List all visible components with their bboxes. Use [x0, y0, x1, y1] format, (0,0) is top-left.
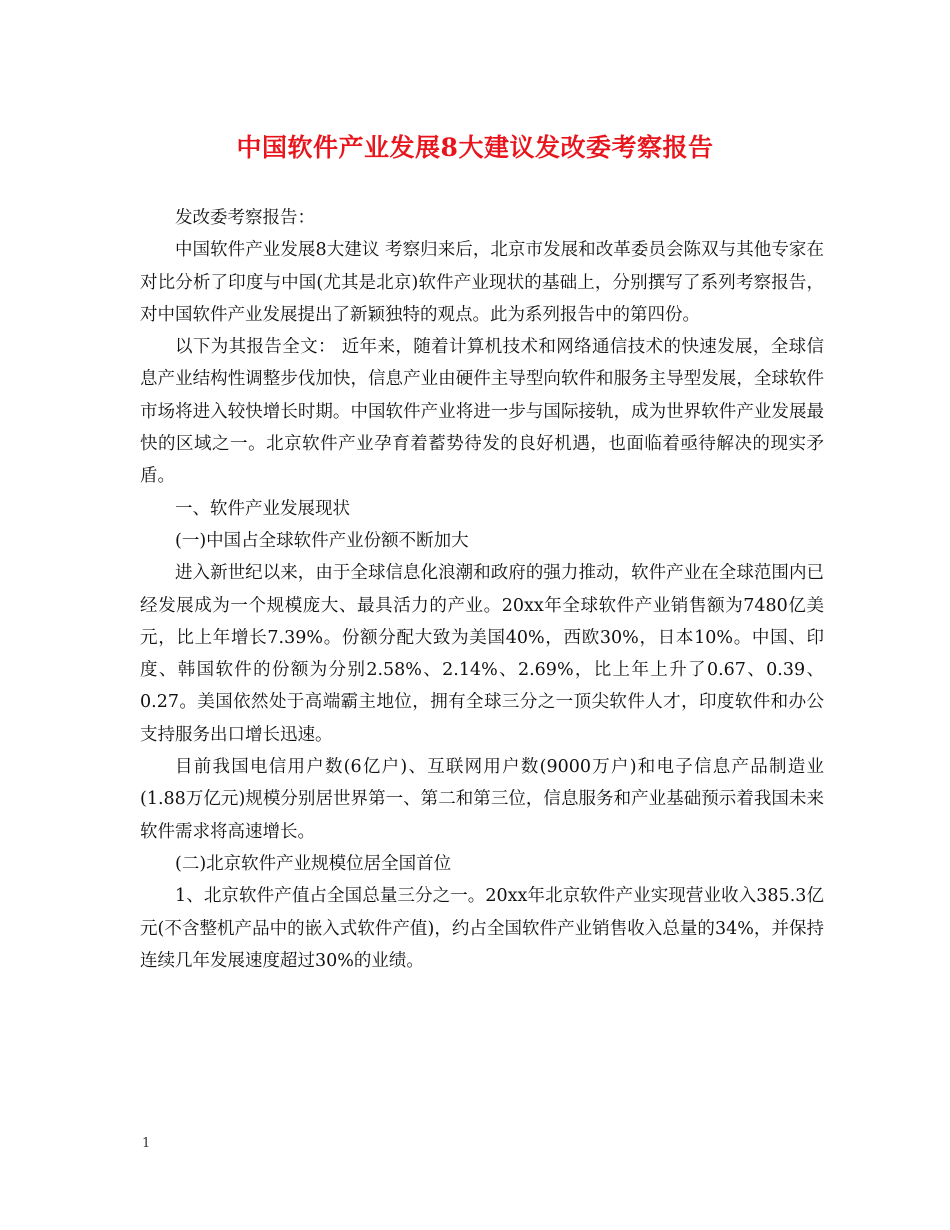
page-number: 1: [142, 1136, 151, 1151]
paragraph: 发改委考察报告：: [175, 208, 315, 228]
paragraph: 进入新世纪以来，由于全球信息化浪潮和政府的强力推动，软件产业在全球范围内已经发展成为一个规模庞大、最具活力的产业。20xx年全球软件产业销售额为7480亿美元，比上年增长7.39%。份额分配大致为美国40%，西欧30%，日本10%。中国、印度、韩国软件的份额为分别2.58%、2.14%、2.69%，比上年上升了0.67、0.39、0.27。美国依然处于高端霸主地位，拥有全球三分之一顶尖软件人才，印度软件和办公支持服务出口增长迅速。: [140, 563, 824, 745]
paragraph: 中国软件产业发展8大建议 考察归来后，北京市发展和改革委员会陈双与其他专家在对比分析了印度与中国(尤其是北京)软件产业现状的基础上，分别撰写了系列考察报告，对中国软件产业发展提出了新颖独特的观点。此为系列报告中的第四份。: [140, 240, 824, 325]
document-title: 中国软件产业发展8大建议发改委考察报告: [236, 133, 714, 162]
paragraph: 目前我国电信用户数(6亿户)、互联网用户数(9000万户)和电子信息产品制造业(1.88万亿元)规模分别居世界第一、第二和第三位，信息服务和产业基础预示着我国未来软件需求将高速增长。: [140, 757, 824, 842]
paragraph: 1、北京软件产值占全国总量三分之一。20xx年北京软件产业实现营业收入385.3亿元(不含整机产品中的嵌入式软件产值)，约占全国软件产业销售收入总量的34%，并保持连续几年发展速度超过30%的业绩。: [140, 886, 824, 971]
section-heading: 一、软件产业发展现状: [175, 498, 350, 519]
paragraph: 以下为其报告全文： 近年来，随着计算机技术和网络通信技术的快速发展，全球信息产业结构性调整步伐加快，信息产业由硬件主导型向软件和服务主导型发展，全球软件市场将进入较快增长时期。中国软件产业将进一步与国际接轨，成为世界软件产业发展最快的区域之一。北京软件产业孕育着蓄势待发的良好机遇，也面临着亟待解决的现实矛盾。: [140, 337, 824, 487]
subsection-heading: (一)中国占全球软件产业份额不断加大: [175, 530, 469, 551]
subsection-heading: (二)北京软件产业规模位居全国首位: [175, 853, 452, 874]
document-body: [140, 202, 824, 977]
